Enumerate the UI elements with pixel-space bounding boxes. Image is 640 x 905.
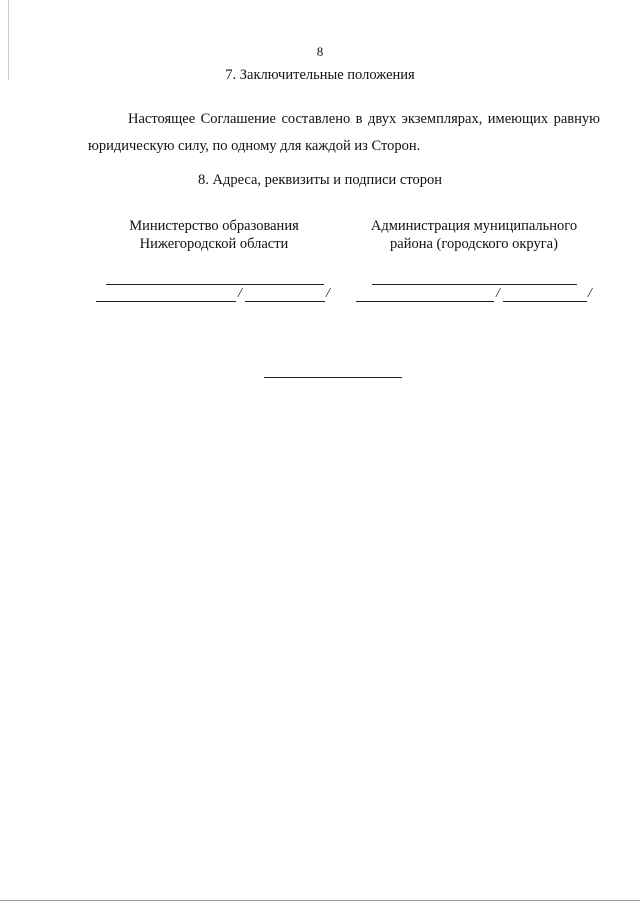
party-left-name-line1: Министерство образования [129,218,299,234]
left-requisites-line [106,284,324,285]
left-signature-field [96,287,236,302]
right-signature-slash-2: / [588,286,592,301]
end-of-document-rule [264,377,402,378]
party-left-name-line2: Нижегородской области [139,236,289,252]
party-right-name-line2: района (городского округа) [390,236,558,252]
right-signature-field [356,287,494,302]
party-left-block [96,217,332,253]
left-signature-slash-2: / [326,286,330,301]
page-number: 8 [316,44,324,59]
left-signature-slash-1: / [238,286,242,301]
section-7-title: 7. Заключительные положения [225,67,415,83]
right-signature-row [356,287,596,303]
section-7-paragraph: Настоящее Соглашение составлено в двух экземплярах, имеющих равную юридическую силу, по одному для каждой из Сторон. [88,111,600,154]
right-name-field [503,287,587,302]
party-right-name-line1: Администрация муниципального [370,218,578,234]
left-signature-row [96,287,336,303]
right-requisites-line [372,284,577,285]
left-name-field [245,287,325,302]
section-8-title: 8. Адреса, реквизиты и подписи сторон [197,172,442,188]
right-signature-slash-1: / [496,286,500,301]
party-right-block [356,217,592,253]
scan-bottom-edge [0,900,640,901]
